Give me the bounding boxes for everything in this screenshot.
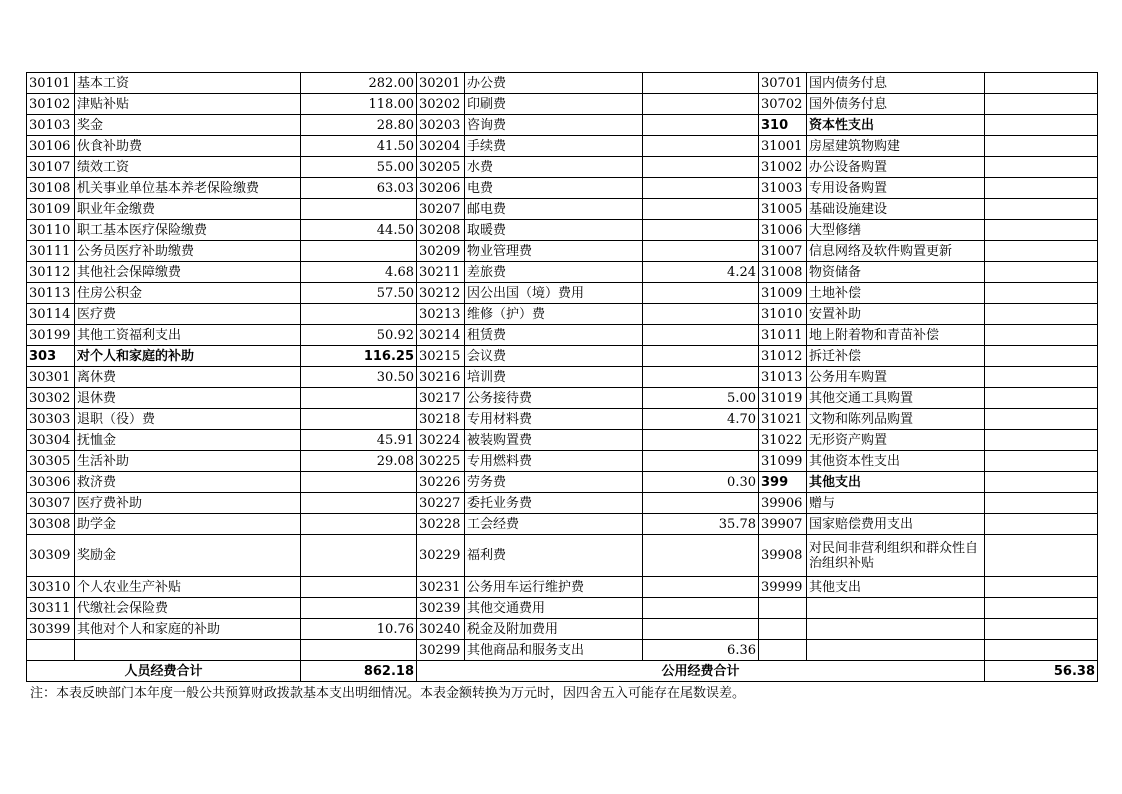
table-row (27, 304, 1098, 325)
expenditure-table (26, 72, 1098, 682)
table-row (27, 535, 1098, 577)
item-name (807, 640, 985, 661)
footnote: 注：本表反映部门本年度一般公共预算财政拨款基本支出明细情况。本表金额转换为万元时，因四舍五入可能存在尾数误差。 (30, 686, 746, 701)
item-amount (985, 220, 1098, 241)
item-name: 工会经费 (465, 514, 643, 535)
table-row (27, 472, 1098, 493)
table-row (27, 430, 1098, 451)
item-name: 安置补助 (807, 304, 985, 325)
item-name: 救济费 (75, 472, 301, 493)
item-code: 30215 (417, 346, 465, 367)
item-name: 其他支出 (807, 472, 985, 493)
item-amount (985, 430, 1098, 451)
item-code: 30304 (27, 430, 75, 451)
item-name: 住房公积金 (75, 283, 301, 304)
item-code: 30308 (27, 514, 75, 535)
item-name: 取暖费 (465, 220, 643, 241)
item-code: 30205 (417, 157, 465, 178)
item-code: 310 (759, 115, 807, 136)
item-amount (643, 178, 759, 199)
item-name: 无形资产购置 (807, 430, 985, 451)
item-code: 30305 (27, 451, 75, 472)
item-code: 31099 (759, 451, 807, 472)
item-code (759, 619, 807, 640)
item-amount (643, 577, 759, 598)
item-amount: 118.00 (301, 94, 417, 115)
item-amount (643, 493, 759, 514)
item-amount (985, 598, 1098, 619)
item-name: 专用设备购置 (807, 178, 985, 199)
item-code: 30301 (27, 367, 75, 388)
item-name: 印刷费 (465, 94, 643, 115)
table-row (27, 325, 1098, 346)
public-total-label: 公用经费合计 (417, 661, 985, 682)
item-amount (301, 493, 417, 514)
item-name: 对个人和家庭的补助 (75, 346, 301, 367)
item-code (759, 640, 807, 661)
item-code: 31013 (759, 367, 807, 388)
item-code: 30218 (417, 409, 465, 430)
item-amount: 282.00 (301, 73, 417, 94)
item-name: 生活补助 (75, 451, 301, 472)
item-code: 30310 (27, 577, 75, 598)
item-code: 30299 (417, 640, 465, 661)
personnel-total-label: 人员经费合计 (27, 661, 301, 682)
item-amount (985, 451, 1098, 472)
item-amount: 10.76 (301, 619, 417, 640)
item-name: 其他对个人和家庭的补助 (75, 619, 301, 640)
item-name: 津贴补贴 (75, 94, 301, 115)
item-name: 委托业务费 (465, 493, 643, 514)
item-name (807, 598, 985, 619)
item-amount (301, 199, 417, 220)
item-amount (985, 388, 1098, 409)
item-name: 公务接待费 (465, 388, 643, 409)
item-name: 专用材料费 (465, 409, 643, 430)
item-code: 30239 (417, 598, 465, 619)
item-code: 30226 (417, 472, 465, 493)
item-amount (643, 619, 759, 640)
item-amount (643, 451, 759, 472)
item-name: 手续费 (465, 136, 643, 157)
item-amount (643, 304, 759, 325)
item-amount: 35.78 (643, 514, 759, 535)
item-code: 30211 (417, 262, 465, 283)
table-row (27, 514, 1098, 535)
item-name: 土地补偿 (807, 283, 985, 304)
item-code: 30213 (417, 304, 465, 325)
item-code: 31007 (759, 241, 807, 262)
item-amount (301, 472, 417, 493)
item-amount (985, 178, 1098, 199)
item-code: 30206 (417, 178, 465, 199)
item-code: 30229 (417, 535, 465, 577)
item-code: 399 (759, 472, 807, 493)
item-amount (643, 94, 759, 115)
item-amount (985, 73, 1098, 94)
item-code: 30201 (417, 73, 465, 94)
table-row (27, 367, 1098, 388)
item-amount (985, 94, 1098, 115)
table-row (27, 409, 1098, 430)
table-row (27, 577, 1098, 598)
table-row (27, 451, 1098, 472)
item-amount: 45.91 (301, 430, 417, 451)
item-code: 30103 (27, 115, 75, 136)
item-code: 30101 (27, 73, 75, 94)
table-row (27, 199, 1098, 220)
item-amount: 30.50 (301, 367, 417, 388)
item-amount (985, 241, 1098, 262)
item-amount (643, 220, 759, 241)
item-name: 其他交通费用 (465, 598, 643, 619)
item-name: 赠与 (807, 493, 985, 514)
table-row (27, 73, 1098, 94)
item-amount (643, 73, 759, 94)
item-amount: 55.00 (301, 157, 417, 178)
table-row (27, 283, 1098, 304)
table-row (27, 598, 1098, 619)
item-name: 医疗费 (75, 304, 301, 325)
item-amount (643, 283, 759, 304)
item-amount (985, 535, 1098, 577)
item-name: 离休费 (75, 367, 301, 388)
item-name: 个人农业生产补贴 (75, 577, 301, 598)
item-code: 30240 (417, 619, 465, 640)
item-amount (985, 325, 1098, 346)
item-amount (643, 199, 759, 220)
item-code: 30108 (27, 178, 75, 199)
item-amount (985, 304, 1098, 325)
item-name: 物业管理费 (465, 241, 643, 262)
item-amount (643, 157, 759, 178)
item-code (759, 598, 807, 619)
item-code (27, 640, 75, 661)
item-name: 对民间非营利组织和群众性自治组织补贴 (807, 535, 985, 577)
item-name: 公务员医疗补助缴费 (75, 241, 301, 262)
item-amount (301, 535, 417, 577)
item-amount: 6.36 (643, 640, 759, 661)
item-code: 30216 (417, 367, 465, 388)
item-amount: 44.50 (301, 220, 417, 241)
item-amount (985, 136, 1098, 157)
item-name: 房屋建筑物购建 (807, 136, 985, 157)
item-code: 30309 (27, 535, 75, 577)
item-code: 30113 (27, 283, 75, 304)
item-amount (985, 472, 1098, 493)
item-name: 公务用车运行维护费 (465, 577, 643, 598)
item-amount (301, 304, 417, 325)
item-amount: 28.80 (301, 115, 417, 136)
table-row (27, 157, 1098, 178)
table-row (27, 94, 1098, 115)
item-amount (301, 640, 417, 661)
item-name: 职工基本医疗保险缴费 (75, 220, 301, 241)
item-name: 信息网络及软件购置更新 (807, 241, 985, 262)
item-code: 30227 (417, 493, 465, 514)
item-name: 基本工资 (75, 73, 301, 94)
item-code: 30701 (759, 73, 807, 94)
table-row (27, 262, 1098, 283)
item-amount (985, 157, 1098, 178)
item-name: 国外债务付息 (807, 94, 985, 115)
item-code: 30199 (27, 325, 75, 346)
personnel-total-value: 862.18 (301, 661, 417, 682)
item-name: 代缴社会保险费 (75, 598, 301, 619)
item-code: 30208 (417, 220, 465, 241)
item-amount: 5.00 (643, 388, 759, 409)
item-amount: 4.24 (643, 262, 759, 283)
item-name: 资本性支出 (807, 115, 985, 136)
item-code: 31019 (759, 388, 807, 409)
table-row (27, 115, 1098, 136)
item-name: 专用燃料费 (465, 451, 643, 472)
item-code: 31008 (759, 262, 807, 283)
item-amount (643, 325, 759, 346)
item-code: 31005 (759, 199, 807, 220)
item-code: 303 (27, 346, 75, 367)
item-code: 30107 (27, 157, 75, 178)
item-code: 30217 (417, 388, 465, 409)
item-code: 30202 (417, 94, 465, 115)
item-code: 31010 (759, 304, 807, 325)
item-name: 培训费 (465, 367, 643, 388)
item-code: 30224 (417, 430, 465, 451)
item-amount (301, 514, 417, 535)
item-amount (643, 115, 759, 136)
item-name: 退休费 (75, 388, 301, 409)
table-row (27, 220, 1098, 241)
item-amount (643, 430, 759, 451)
item-amount: 50.92 (301, 325, 417, 346)
item-code: 30207 (417, 199, 465, 220)
item-name: 电费 (465, 178, 643, 199)
item-name: 助学金 (75, 514, 301, 535)
item-code: 31001 (759, 136, 807, 157)
item-amount (985, 577, 1098, 598)
item-name: 劳务费 (465, 472, 643, 493)
item-name: 基础设施建设 (807, 199, 985, 220)
item-name: 维修（护）费 (465, 304, 643, 325)
item-code: 31012 (759, 346, 807, 367)
item-code: 31009 (759, 283, 807, 304)
table-row (27, 346, 1098, 367)
item-amount (643, 346, 759, 367)
item-amount (301, 388, 417, 409)
item-amount (643, 241, 759, 262)
item-name: 奖励金 (75, 535, 301, 577)
item-code: 31021 (759, 409, 807, 430)
item-amount: 0.30 (643, 472, 759, 493)
item-code: 39907 (759, 514, 807, 535)
item-code: 30111 (27, 241, 75, 262)
item-code: 30109 (27, 199, 75, 220)
item-name: 绩效工资 (75, 157, 301, 178)
item-amount (985, 115, 1098, 136)
item-code: 30214 (417, 325, 465, 346)
item-name: 办公费 (465, 73, 643, 94)
item-amount (985, 199, 1098, 220)
item-name: 被装购置费 (465, 430, 643, 451)
item-name: 其他资本性支出 (807, 451, 985, 472)
item-code: 30303 (27, 409, 75, 430)
item-amount: 4.70 (643, 409, 759, 430)
item-amount: 57.50 (301, 283, 417, 304)
item-code: 30203 (417, 115, 465, 136)
totals-row (27, 661, 1098, 682)
item-code: 30102 (27, 94, 75, 115)
table-row (27, 493, 1098, 514)
item-name: 文物和陈列品购置 (807, 409, 985, 430)
item-name: 福利费 (465, 535, 643, 577)
item-amount (985, 493, 1098, 514)
item-amount (301, 577, 417, 598)
item-code: 39906 (759, 493, 807, 514)
item-name (75, 640, 301, 661)
item-code: 31022 (759, 430, 807, 451)
item-name: 伙食补助费 (75, 136, 301, 157)
item-name: 税金及附加费用 (465, 619, 643, 640)
item-name: 水费 (465, 157, 643, 178)
item-name: 其他工资福利支出 (75, 325, 301, 346)
item-code: 30306 (27, 472, 75, 493)
item-code: 39999 (759, 577, 807, 598)
item-amount (985, 346, 1098, 367)
item-code: 30307 (27, 493, 75, 514)
table-row (27, 640, 1098, 661)
item-amount (301, 241, 417, 262)
table-row (27, 136, 1098, 157)
item-name: 租赁费 (465, 325, 643, 346)
item-name: 大型修缮 (807, 220, 985, 241)
item-amount (985, 514, 1098, 535)
item-amount: 41.50 (301, 136, 417, 157)
item-name: 因公出国（境）费用 (465, 283, 643, 304)
item-amount (985, 283, 1098, 304)
item-amount (643, 136, 759, 157)
item-name: 其他社会保障缴费 (75, 262, 301, 283)
item-code: 30302 (27, 388, 75, 409)
item-name: 其他支出 (807, 577, 985, 598)
item-amount (643, 535, 759, 577)
item-code: 30231 (417, 577, 465, 598)
item-amount (985, 409, 1098, 430)
item-code: 30209 (417, 241, 465, 262)
item-amount: 63.03 (301, 178, 417, 199)
item-code: 30204 (417, 136, 465, 157)
table-row (27, 178, 1098, 199)
item-amount (985, 640, 1098, 661)
item-name: 拆迁补偿 (807, 346, 985, 367)
item-code: 30702 (759, 94, 807, 115)
item-amount (643, 598, 759, 619)
item-name (807, 619, 985, 640)
item-amount (643, 367, 759, 388)
item-code: 30225 (417, 451, 465, 472)
item-code: 30110 (27, 220, 75, 241)
item-code: 30311 (27, 598, 75, 619)
item-name: 其他交通工具购置 (807, 388, 985, 409)
item-name: 奖金 (75, 115, 301, 136)
item-amount (985, 262, 1098, 283)
item-name: 机关事业单位基本养老保险缴费 (75, 178, 301, 199)
item-code: 30228 (417, 514, 465, 535)
item-name: 会议费 (465, 346, 643, 367)
item-code: 39908 (759, 535, 807, 577)
item-name: 公务用车购置 (807, 367, 985, 388)
item-name: 邮电费 (465, 199, 643, 220)
item-amount (301, 409, 417, 430)
item-name: 办公设备购置 (807, 157, 985, 178)
item-code: 31002 (759, 157, 807, 178)
item-amount (301, 598, 417, 619)
table-row (27, 388, 1098, 409)
item-code: 30106 (27, 136, 75, 157)
item-name: 物资储备 (807, 262, 985, 283)
item-amount (985, 619, 1098, 640)
item-amount (985, 367, 1098, 388)
item-name: 其他商品和服务支出 (465, 640, 643, 661)
item-name: 国内债务付息 (807, 73, 985, 94)
item-code: 31003 (759, 178, 807, 199)
item-name: 国家赔偿费用支出 (807, 514, 985, 535)
item-amount: 4.68 (301, 262, 417, 283)
item-code: 30399 (27, 619, 75, 640)
item-name: 职业年金缴费 (75, 199, 301, 220)
table-row (27, 241, 1098, 262)
item-name: 咨询费 (465, 115, 643, 136)
item-code: 30212 (417, 283, 465, 304)
item-amount: 29.08 (301, 451, 417, 472)
item-code: 31011 (759, 325, 807, 346)
public-total-value: 56.38 (985, 661, 1098, 682)
item-name: 地上附着物和青苗补偿 (807, 325, 985, 346)
item-code: 30112 (27, 262, 75, 283)
item-name: 抚恤金 (75, 430, 301, 451)
item-name: 退职（役）费 (75, 409, 301, 430)
table-row (27, 619, 1098, 640)
item-code: 31006 (759, 220, 807, 241)
item-amount: 116.25 (301, 346, 417, 367)
item-name: 差旅费 (465, 262, 643, 283)
item-code: 30114 (27, 304, 75, 325)
item-name: 医疗费补助 (75, 493, 301, 514)
